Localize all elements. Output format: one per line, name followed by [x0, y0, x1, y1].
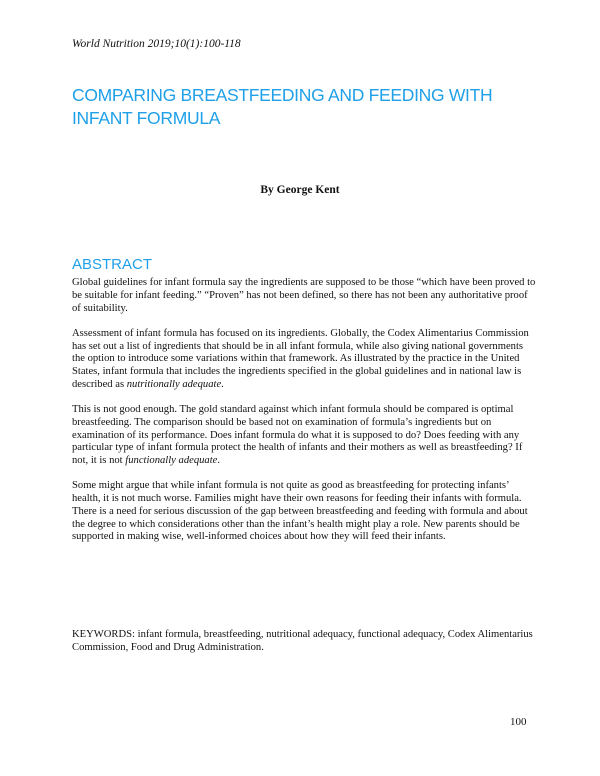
abstract-body — [72, 277, 536, 557]
keywords: KEYWORDS: infant formula, breastfeeding, nutritional adequacy, functional adequacy, Codex Alimentarius Commission, Food and Drug Administration. — [72, 629, 533, 653]
abstract-paragraph-3: This is not good enough. The gold standard against which infant formula should be compared is optimal breastfeeding. The comparison should be based not on examination of formula’s ingredients but on examination of its performance. Does infant formula do what it is supposed to do? Does feeding with any particular type of infant formula protect the health of infants and their mothers as well as breastfeeding? If not, it is not functionally adequate. — [72, 404, 523, 466]
emphasis-term: functionally adequate — [125, 455, 218, 466]
abstract-paragraph-2: Assessment of infant formula has focused on its ingredients. Globally, the Codex Alimentarius Commission has set out a list of ingredients that should be in all infant formula, while also giving national governments the option to introduce some variations within that framework. As illustrated by the practice in the United States, infant formula that includes the ingredients specified in the global guidelines and in national law is described as nutritionally adequate. — [72, 327, 529, 390]
emphasis-term: nutritionally adequate — [126, 378, 222, 390]
page-number: 100 — [510, 716, 527, 728]
abstract-paragraph-1: Global guidelines for infant formula say the ingredients are supposed to be those “which have been proved to be suitable for infant feeding.” “Proven” has not been defined, so there has not been any authoritative proof of suitability. — [72, 277, 536, 314]
abstract-heading: ABSTRACT — [72, 256, 153, 273]
author-byline: By George Kent — [260, 184, 340, 196]
journal-citation: World Nutrition 2019;10(1):100-118 — [72, 38, 241, 50]
abstract-paragraph-4: Some might argue that while infant formula is not quite as good as breastfeeding for protecting infants’ health, it is not much worse. Families might have their own reasons for feeding their infants with formula. There is a need for serious discussion of the gap between breastfeeding and feeding with formula and about the degree to which considerations other than the infant’s health might play a role. New parents should be supported in making wise, well-informed choices about how they will feed their infants. — [72, 480, 528, 543]
article-title: COMPARING BREASTFEEDING AND FEEDING WITH INFANT FORMULA — [72, 85, 493, 128]
